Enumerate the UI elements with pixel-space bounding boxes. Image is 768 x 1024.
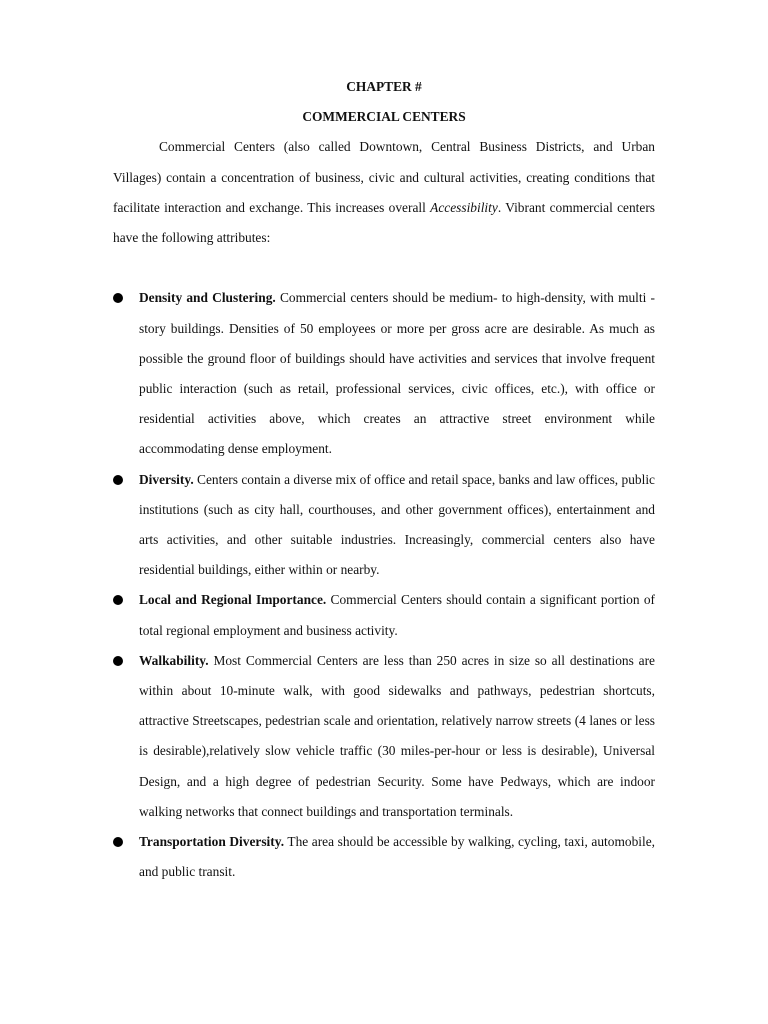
- list-item-regional-importance: [113, 585, 655, 645]
- attribute-term: Walkability.: [139, 652, 209, 668]
- intro-emphasis: Accessibility: [430, 199, 498, 215]
- bullet-icon: [113, 475, 123, 485]
- document-page: [113, 72, 655, 887]
- list-item-transportation-diversity: [113, 827, 655, 887]
- list-item-diversity: [113, 465, 655, 586]
- attribute-text: Centers contain a diverse mix of office and retail space, banks and law offices, public institutions (such as city hall, courthouses, and other government offices), entertainment and arts activities, and other suitable industries. Increasingly, commercial centers also have residential buildings, either within or nearby.: [139, 471, 655, 578]
- intro-text-after: . Vibrant commercial centers have the following attributes:: [113, 199, 656, 246]
- attribute-term: Local and Regional Importance.: [139, 592, 327, 608]
- bullet-icon: [113, 293, 123, 303]
- bullet-icon: [113, 837, 123, 847]
- section-title: COMMERCIAL CENTERS: [302, 109, 466, 125]
- paragraph-spacer: [113, 253, 655, 283]
- attribute-text: Commercial centers should be medium- to high-density, with multi -story buildings. Densities of 50 employees or more per gross acre are desirable. As much as possible the ground floor of buildings should have activities and services that involve frequent public interaction (such as retail, professional services, civic offices, etc.), with office or residential activities above, which creates an attractive street environment while accommodating dense employment.: [139, 290, 656, 457]
- attribute-term: Density and Clustering.: [139, 290, 276, 306]
- bullet-icon: [113, 656, 123, 666]
- intro-paragraph: [113, 132, 655, 253]
- attribute-text: Commercial Centers should contain a significant portion of total regional employment and business activity.: [139, 592, 655, 638]
- attribute-term: Transportation Diversity.: [139, 834, 285, 850]
- attribute-text: Most Commercial Centers are less than 250 acres in size so all destinations are within about 10-minute walk, with good sidewalks and pathways, pedestrian shortcuts, attractive Streetscapes, pedestrian scale and orientation, relatively narrow streets (4 lanes or less is desirable),relatively slow vehicle traffic (30 miles-per-hour or less is desirable), Universal Design, and a high degree of pedestrian Security. Some have Pedways, which are indoor walking networks that connect buildings and transportation terminals.: [139, 652, 655, 819]
- list-item-density: [113, 283, 655, 464]
- attribute-term: Diversity.: [139, 471, 194, 487]
- chapter-heading: CHAPTER #: [346, 79, 422, 94]
- list-item-walkability: [113, 646, 655, 827]
- attribute-text: The area should be accessible by walking, cycling, taxi, automobile, and public transit.: [139, 834, 655, 880]
- intro-text-before: Commercial Centers (also called Downtown, Central Business Districts, and Urban Villages) contain a concentration of business, civic and cultural activities, creating conditions that facilitate interaction and exchange. This increases overall: [113, 139, 655, 215]
- bullet-icon: [113, 595, 123, 605]
- attributes-list: [113, 283, 655, 887]
